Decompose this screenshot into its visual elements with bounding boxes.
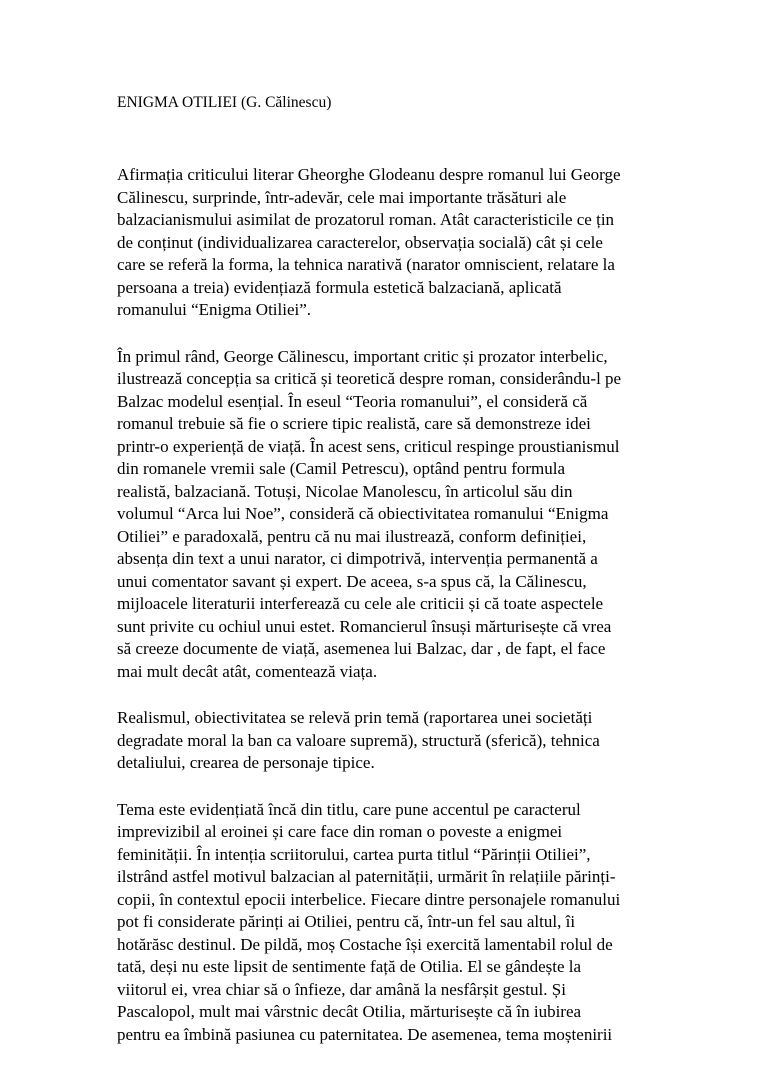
text-line: Pascalopol, mult mai vârstnic decât Otilia, mărturisește că în iubirea	[117, 1002, 582, 1021]
paragraph-realism	[117, 707, 677, 775]
text-line: ilustrează concepția sa critică și teoretică despre roman, considerându-l pe	[117, 369, 622, 388]
text-line: Balzac modelul esențial. În eseul “Teoria romanului”, el consideră că	[117, 391, 588, 411]
text-line: unui comentator savant și expert. De aceea, s-a spus că, la Călinescu,	[117, 571, 587, 591]
text-line: balzacianismului asimilat de prozatorul roman. Atât caracteristicile ce țin	[117, 210, 615, 229]
text-line: pot fi considerate părinți ai Otiliei, pentru că, într-un fel sau altul, îi	[117, 912, 576, 931]
text-line: pentru ea îmbină pasiunea cu paternitatea. De asemenea, tema moștenirii	[117, 1024, 613, 1044]
text-line: romanului “Enigma Otiliei”.	[117, 300, 312, 319]
text-line: copii, în contextul epocii interbelice. Fiecare dintre personajele romanului	[117, 889, 621, 909]
document-body	[117, 164, 677, 1070]
text-line: romanul trebuie să fie o scriere tipic realistă, care să demonstreze idei	[117, 414, 591, 433]
text-line: din romanele vremii sale (Camil Petrescu), optând pentru formula	[117, 459, 566, 478]
text-line: mijloacele literaturii interferează cu cele ale criticii și că toate aspectele	[117, 594, 604, 613]
paragraph-balzac-model	[117, 346, 677, 684]
paragraph-theme	[117, 799, 677, 1047]
text-line: sunt privite cu ochiul unui estet. Romancierul însuși mărturisește că vrea	[117, 616, 612, 636]
text-line: tată, deși nu este lipsit de sentimente față de Otilia. El se gândește la	[117, 957, 582, 976]
text-line: realistă, balzaciană. Totuși, Nicolae Manolescu, în articolul său din	[117, 481, 573, 501]
text-line: Realismul, obiectivitatea se relevă prin temă (raportarea unei societăți	[117, 708, 593, 727]
text-line: degradate moral la ban ca valoare supremă), structură (sferică), tehnica	[117, 730, 600, 750]
text-line: printr-o experiență de viață. În acest sens, criticul respinge proustianismul	[117, 436, 620, 456]
text-line: care se referă la forma, la tehnica narativă (narator omniscient, relatare la	[117, 255, 615, 274]
document-title: ENIGMA OTILIEI (G. Călinescu)	[117, 94, 332, 111]
text-line: Călinescu, surprinde, într-adevăr, cele mai importante trăsături ale	[117, 187, 567, 207]
text-line: Otiliei” e paradoxală, pentru că nu mai ilustrează, conform definiției,	[117, 526, 587, 546]
text-line: absența din text a unui narator, ci dimpotrivă, intervenția permanentă a	[117, 549, 598, 568]
text-line: feminității. În intenția scriitorului, cartea purta titlul “Părinții Otiliei”,	[117, 844, 591, 864]
text-line: să creeze documente de viață, asemenea lui Balzac, dar , de fapt, el face	[117, 639, 606, 658]
text-line: hotărăsc destinul. De pildă, moș Costache își exercită lamentabil rolul de	[117, 934, 613, 954]
text-line: volumul “Arca lui Noe”, consideră că obiectivitatea romanului “Enigma	[117, 504, 609, 523]
text-line: În primul rând, George Călinescu, important critic și prozator interbelic,	[117, 346, 608, 366]
text-line: Afirmația criticului literar Gheorghe Glodeanu despre romanul lui George	[117, 165, 621, 184]
text-line: viitorul ei, vrea chiar să o înfieze, dar amână la nesfârșit gestul. Și	[117, 979, 566, 999]
paragraph-intro	[117, 164, 677, 322]
text-line: imprevizibil al eroinei și care face din roman o poveste a enigmei	[117, 822, 563, 841]
text-line: mai mult decât atât, comentează viața.	[117, 661, 378, 681]
text-line: ilstrând astfel motivul balzacian al paternității, urmărit în relațiile părinți-	[117, 867, 616, 886]
text-line: persoana a treia) evidențiază formula estetică balzaciană, aplicată	[117, 277, 562, 297]
text-line: detaliului, crearea de personaje tipice.	[117, 753, 375, 772]
text-line: Tema este evidențiată încă din titlu, care pune accentul pe caracterul	[117, 799, 581, 819]
text-line: de conținut (individualizarea caracterelor, observația socială) cât și cele	[117, 232, 603, 252]
